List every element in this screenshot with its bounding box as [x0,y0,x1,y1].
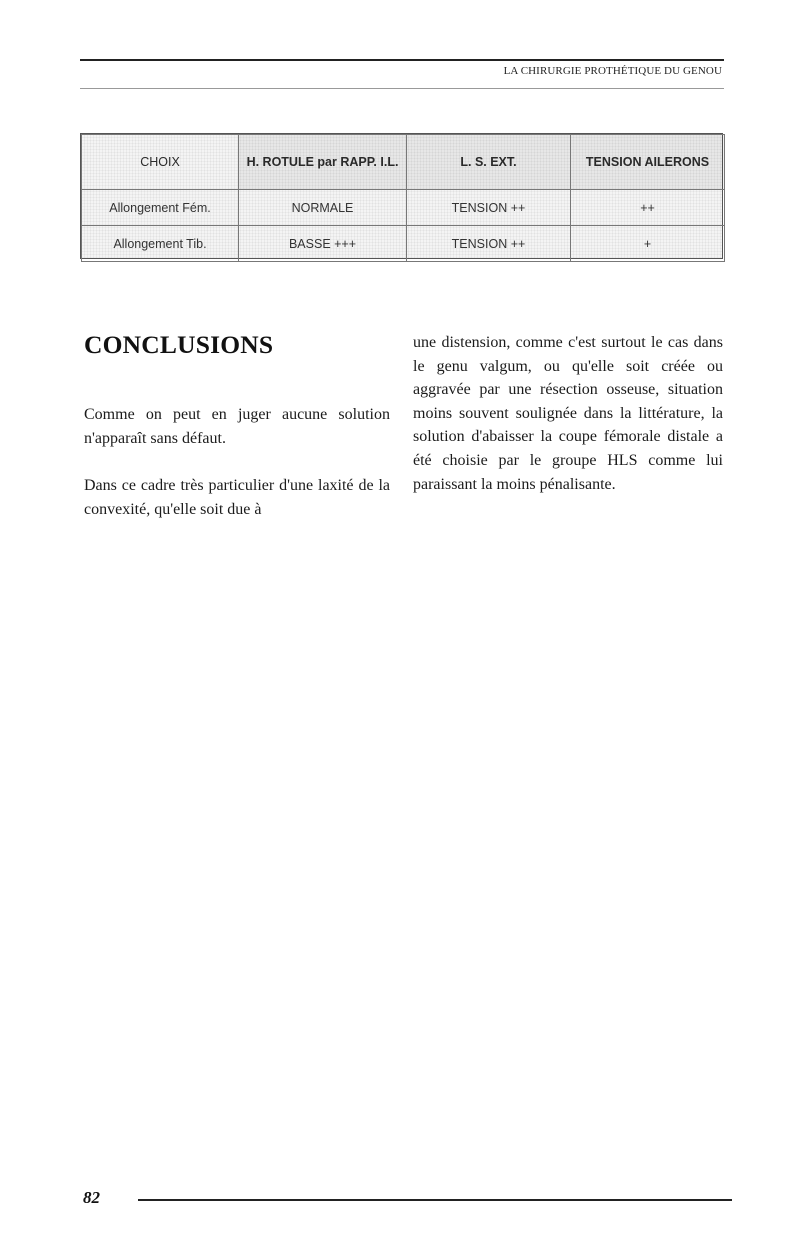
table-cell: TENSION ++ [407,190,571,226]
footer-rule [138,1199,732,1201]
section-title: CONCLUSIONS [84,330,274,359]
header-bottom-rule [80,88,724,89]
body-paragraph-1: Comme on peut en juger aucune solution n'apparaît sans défaut. [84,406,390,447]
table-header-row [82,135,725,190]
table-header-cell: TENSION AILERONS [571,135,725,190]
table-row [82,226,725,262]
table-header-cell: H. ROTULE par RAPP. I.L. [239,135,407,190]
table-cell: Allongement Fém. [82,190,239,226]
table-cell: + [571,226,725,262]
body-paragraph-2: Dans ce cadre très particulier d'une laxité de la convexité, qu'elle soit due à [84,477,390,518]
table-header-cell: CHOIX [82,135,239,190]
table-cell: TENSION ++ [407,226,571,262]
table-cell: BASSE +++ [239,226,407,262]
table-cell: Allongement Tib. [82,226,239,262]
header-top-rule [80,59,724,61]
table-row [82,190,725,226]
page-number: 82 [83,1188,100,1207]
table-cell: NORMALE [239,190,407,226]
choice-table-container [80,133,723,259]
body-paragraph-3: une distension, comme c'est surtout le cas dans le genu valgum, ou qu'elle soit créée ou aggravée par une résection osseuse, situation moins souvent soulignée dans la littérature, la solution d'abaisser la coupe fémorale distale a été choisie par le groupe HLS comme lui paraissant la moins pénalisante. [413,334,723,493]
choice-table [81,134,725,262]
table-cell: ++ [571,190,725,226]
table-header-cell: L. S. EXT. [407,135,571,190]
running-head: LA CHIRURGIE PROTHÉTIQUE DU GENOU [503,65,722,77]
